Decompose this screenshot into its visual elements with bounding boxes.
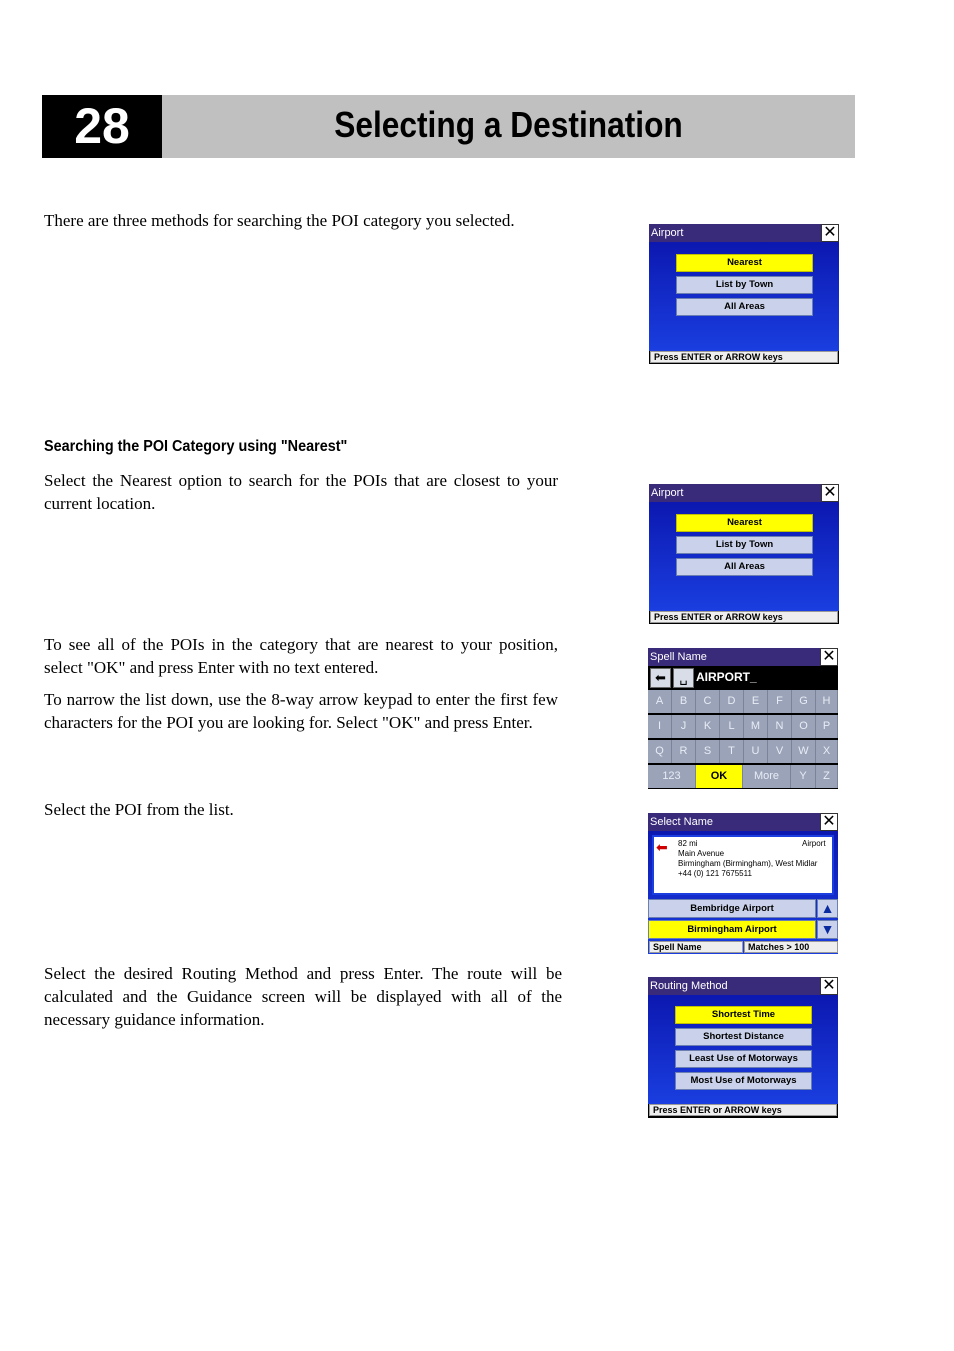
poi-detail-panel: [652, 835, 834, 895]
status-bar: Press ENTER or ARROW keys: [650, 611, 838, 623]
key-m[interactable]: M: [744, 715, 768, 738]
select-name-screen: [648, 813, 838, 954]
page-number: 28: [42, 95, 162, 158]
key-t[interactable]: T: [720, 740, 744, 763]
list-by-town-button[interactable]: List by Town: [676, 276, 813, 294]
ok-button[interactable]: OK: [696, 765, 743, 788]
phone-number: +44 (0) 121 7675511: [678, 869, 752, 878]
keyboard-row-1: [648, 690, 838, 714]
key-s[interactable]: S: [696, 740, 720, 763]
key-q[interactable]: Q: [648, 740, 672, 763]
keyboard-row-3: [648, 740, 838, 764]
screen-title: Airport: [651, 227, 684, 239]
space-icon[interactable]: ␣: [673, 668, 694, 688]
least-motorways-button[interactable]: Least Use of Motorways: [675, 1050, 812, 1068]
nearest-button[interactable]: Nearest: [676, 514, 813, 532]
key-y[interactable]: Y: [791, 765, 816, 788]
ok-paragraph: To see all of the POIs in the category that are nearest to your position, select "OK" and press Enter with no text entered.: [44, 635, 558, 677]
routing-paragraph: Select the desired Routing Method and press Enter. The route will be calculated and the Guidance screen will be displayed with all of the necessary guidance information.: [44, 964, 562, 1029]
most-motorways-button[interactable]: Most Use of Motorways: [675, 1072, 812, 1090]
airport-menu-screen-2: [649, 484, 839, 624]
close-button[interactable]: ✕: [821, 484, 839, 502]
screen-title: Spell Name: [650, 651, 707, 663]
key-p[interactable]: P: [816, 715, 838, 738]
distance: 82 mi: [678, 839, 698, 848]
key-v[interactable]: V: [768, 740, 792, 763]
key-h[interactable]: H: [816, 690, 838, 713]
key-i[interactable]: I: [648, 715, 672, 738]
key-z[interactable]: Z: [816, 765, 838, 788]
menu-body: [649, 502, 839, 611]
address-line-1: Main Avenue: [678, 849, 725, 858]
status-bar: Press ENTER or ARROW keys: [650, 351, 838, 363]
menu-body: [648, 995, 838, 1104]
key-c[interactable]: C: [696, 690, 720, 713]
shortest-time-button[interactable]: Shortest Time: [675, 1006, 812, 1024]
key-r[interactable]: R: [672, 740, 696, 763]
screen-title: Airport: [651, 487, 684, 499]
key-o[interactable]: O: [792, 715, 816, 738]
menu-body: [649, 242, 839, 351]
scroll-down-icon[interactable]: ▼: [817, 920, 838, 939]
nearest-paragraph: Select the Nearest option to search for the POIs that are closest to your current location.: [44, 471, 558, 513]
category: Airport: [802, 839, 826, 848]
direction-arrow-icon: ⬅: [656, 839, 668, 855]
intro-paragraph: There are three methods for searching the POI category you selected.: [44, 211, 515, 230]
backspace-icon[interactable]: ⬅: [650, 668, 671, 688]
list-by-town-button[interactable]: List by Town: [676, 536, 813, 554]
spell-name-screen: [648, 648, 838, 789]
address-line-2: Birmingham (Birmingham), West Midlar: [678, 859, 818, 868]
keyboard-row-4: [648, 765, 838, 789]
list-item[interactable]: Bembridge Airport: [648, 899, 816, 918]
key-n[interactable]: N: [768, 715, 792, 738]
key-d[interactable]: D: [720, 690, 744, 713]
all-areas-button[interactable]: All Areas: [676, 558, 813, 576]
spell-name-tab[interactable]: Spell Name: [649, 941, 743, 953]
key-x[interactable]: X: [816, 740, 838, 763]
shortest-distance-button[interactable]: Shortest Distance: [675, 1028, 812, 1046]
narrow-paragraph: To narrow the list down, use the 8-way arrow keypad to enter the first few characters for the POI you are looking for. Select "OK" and press Enter.: [44, 690, 558, 732]
key-e[interactable]: E: [744, 690, 768, 713]
search-input[interactable]: AIRPORT_: [696, 670, 757, 684]
screen-title: Select Name: [650, 816, 713, 828]
close-button[interactable]: ✕: [820, 977, 838, 995]
key-l[interactable]: L: [720, 715, 744, 738]
status-bar: Press ENTER or ARROW keys: [649, 1104, 837, 1116]
key-f[interactable]: F: [768, 690, 792, 713]
key-j[interactable]: J: [672, 715, 696, 738]
nearest-button[interactable]: Nearest: [676, 254, 813, 272]
more-key[interactable]: More: [743, 765, 791, 788]
key-w[interactable]: W: [792, 740, 816, 763]
key-g[interactable]: G: [792, 690, 816, 713]
key-b[interactable]: B: [672, 690, 696, 713]
close-button[interactable]: ✕: [821, 224, 839, 242]
airport-menu-screen: [649, 224, 839, 364]
close-button[interactable]: ✕: [820, 648, 838, 666]
select-poi-paragraph: Select the POI from the list.: [44, 800, 234, 819]
key-k[interactable]: K: [696, 715, 720, 738]
screen-title: Routing Method: [650, 980, 728, 992]
list-item-selected[interactable]: Birmingham Airport: [648, 920, 816, 939]
all-areas-button[interactable]: All Areas: [676, 298, 813, 316]
page-title: Selecting a Destination: [334, 104, 683, 145]
keyboard-row-2: [648, 715, 838, 739]
key-a[interactable]: A: [648, 690, 672, 713]
key-u[interactable]: U: [744, 740, 768, 763]
scroll-up-icon[interactable]: ▲: [817, 899, 838, 918]
routing-method-screen: [648, 977, 838, 1118]
numbers-key[interactable]: 123: [648, 765, 696, 788]
section-heading: Searching the POI Category using "Nearest": [44, 438, 348, 455]
matches-count: Matches > 100: [744, 941, 838, 953]
close-button[interactable]: ✕: [820, 813, 838, 831]
